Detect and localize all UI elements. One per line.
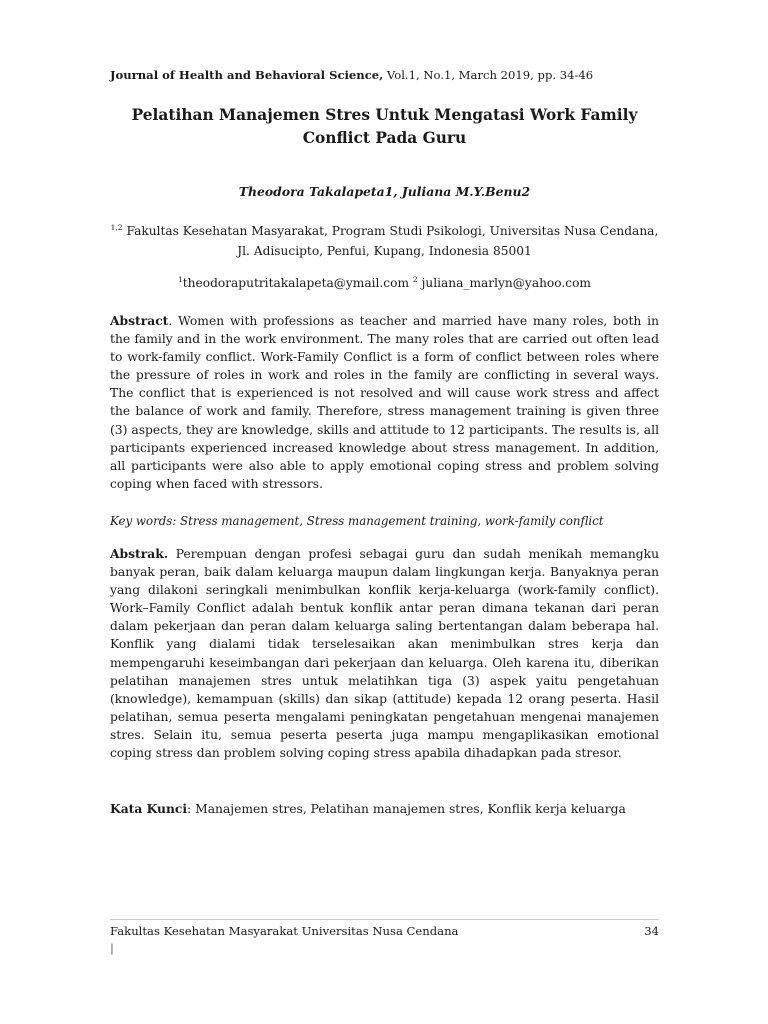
email2-marker: 2 [412, 274, 418, 284]
abstract-indonesian [110, 545, 659, 762]
email1: theodoraputritakalapeta@ymail.com [182, 276, 410, 290]
email2: juliana_marlyn@yahoo.com [421, 276, 591, 290]
journal-name: Journal of Health and Behavioral Science, [110, 68, 384, 82]
affiliation-text: Fakultas Kesehatan Masyarakat, Program Studi Psikologi, Universitas Nusa Cendana, Jl. Adisucipto, Penfui, Kupang, Indonesia 85001 [122, 224, 659, 258]
journal-citation [110, 68, 670, 82]
keywords-indonesian-text: : Manajemen stres, Pelatihan manajemen stres, Konflik kerja keluarga [187, 802, 626, 816]
abstract-indonesian-label: Abstrak. [110, 546, 168, 561]
keywords-english-label: Key words: [110, 514, 177, 528]
abstract-english [110, 312, 659, 493]
keywords-indonesian [110, 800, 659, 818]
paper-title: Pelatihan Manajemen Stres Untuk Mengatasi Work Family Conflict Pada Guru [131, 106, 638, 147]
footer-institution: Fakultas Kesehatan Masyarakat Universitas Nusa Cendana [110, 924, 459, 938]
footer-divider [110, 919, 659, 920]
affiliation-marker: 1,2 [110, 222, 123, 232]
email1-marker: 1 [178, 274, 183, 284]
abstract-indonesian-text: Perempuan dengan profesi sebagai guru dan sudah menikah memangku banyak peran, baik dalam keluarga maupun dalam lingkungan kerja. Banyaknya peran yang dilakoni seringkali menimbulkan konflik kerja-keluarga (work-family conflict). Work–Family Conflict adalah bentuk konflik antar peran dimana tekanan dari peran dalam pekerjaan dan peran dalam keluarga saling bertentangan dalam beberapa hal. Konflik yang dialami tidak terselesaikan akan menimbulkan stres kerja dan mempengaruhi keseimbangan dari pekerjaan dan keluarga. Oleh karena itu, diberikan pelatihan manajemen stres untuk melatihkan tiga (3) aspek yaitu pengetahuan (knowledge), kemampuan (skills) dan sikap (attitude) kepada 12 orang peserta. Hasil pelatihan, semua peserta mengalami peningkatan pengetahuan mengenai manajemen stres. Selain itu, semua peserta peserta juga mampu mengaplikasikan emotional coping stress dan problem solving coping stress apabila dihadapkan pada stresor. [110, 547, 659, 761]
keywords-english [110, 512, 659, 530]
footer-bar-mark: | [110, 941, 114, 955]
author-emails [110, 276, 659, 290]
keywords-indonesian-label: Kata Kunci [110, 801, 188, 816]
abstract-english-label: Abstract [110, 313, 169, 328]
journal-issue-info: Vol.1, No.1, March 2019, pp. 34-46 [383, 68, 594, 82]
keywords-english-text: Stress management, Stress management training, work-family conflict [176, 514, 604, 528]
author-affiliation [110, 221, 659, 261]
abstract-english-text: . Women with professions as teacher and married have many roles, both in the family and in the work environment. The many roles that are carried out often lead to work-family conflict. Work-Family Conflict is a form of conflict between roles where the pressure of roles in work and roles in the family are conflicting in several ways. The conflict that is experienced is not resolved and will cause work stress and affect the balance of work and family. Therefore, stress management training is given three (3) aspects, they are knowledge, skills and attitude to 12 participants. The results is, all participants experienced increased knowledge about stress management. In addition, all participants were also able to apply emotional coping stress and problem solving coping when faced with stressors. [110, 314, 659, 491]
page-number: 34 [644, 924, 659, 938]
paper-authors: Theodora Takalapeta1, Juliana M.Y.Benu2 [238, 184, 531, 199]
